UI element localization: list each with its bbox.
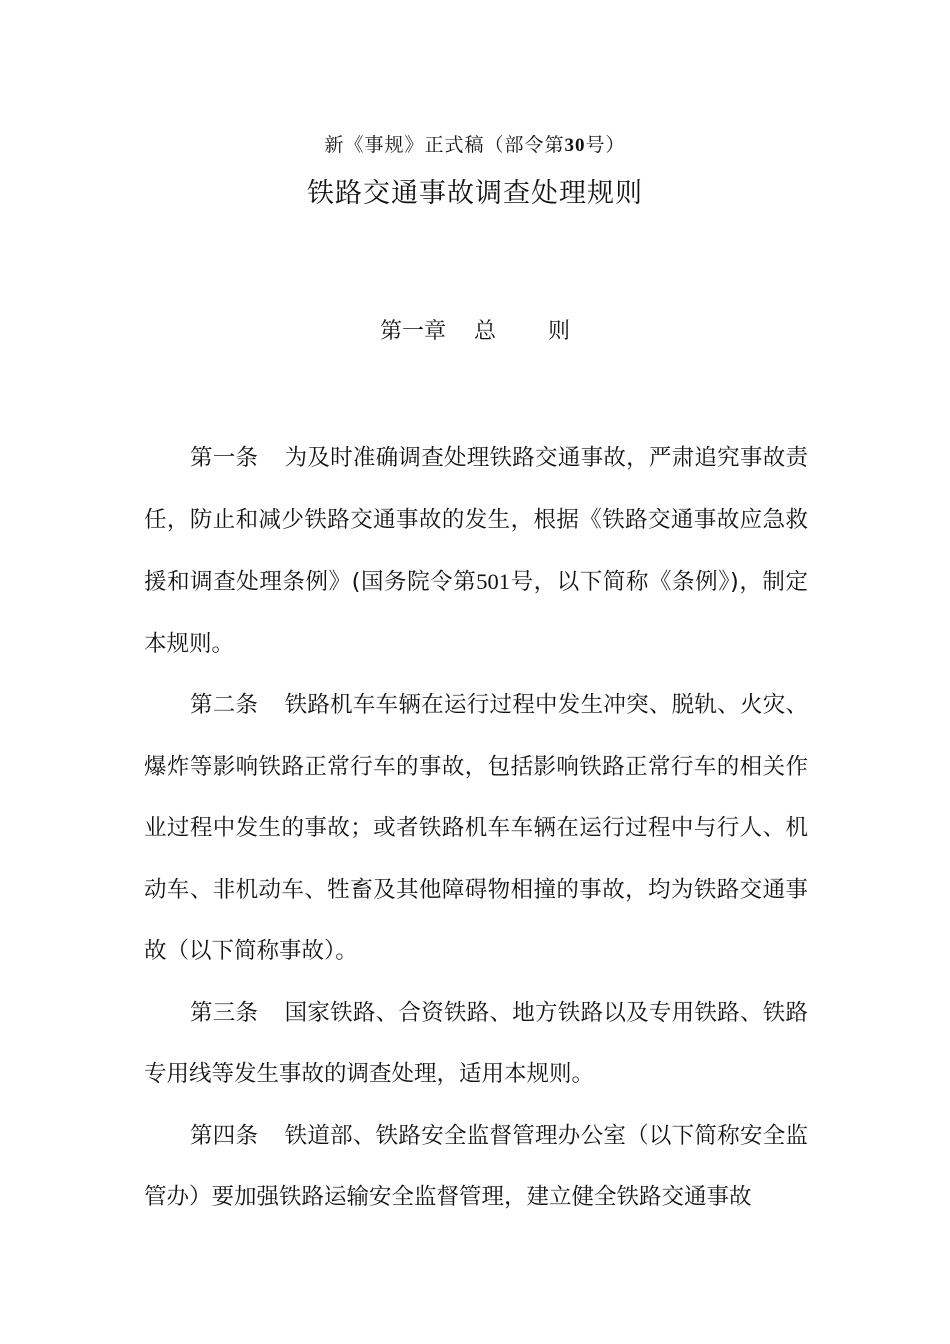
decree-number: 501 <box>476 569 511 594</box>
articles-body <box>144 428 808 1229</box>
article-text: 号，以下简称《条例》)，制定本规则。 <box>144 569 808 657</box>
chapter-heading <box>0 314 950 345</box>
subtitle-order-number: 30 <box>564 135 586 156</box>
article-text: 铁路机车车辆在运行过程中发生冲突、脱轨、火灾、爆炸等影响铁路正常行车的事故，包括影响铁路正常行车的相关作业过程中发生的事故；或者铁路机车车辆在运行过程中与行人、机动车、非机动车、牲畜及其他障碍物相撞的事故，均为铁路交通事故（以下简称事故）。 <box>144 692 808 964</box>
document-title: 铁路交通事故调查处理规则 <box>307 178 643 209</box>
chapter-name-part2: 则 <box>548 319 571 344</box>
subtitle-text-prefix: 新《事规》正式稿（部令第 <box>324 134 565 156</box>
article-paragraph <box>144 675 808 983</box>
article-label: 第四条 <box>190 1122 259 1149</box>
article-label: 第三条 <box>190 999 259 1026</box>
article-label: 第一条 <box>190 445 259 471</box>
article-paragraph <box>144 983 808 1106</box>
article-text: 国家铁路、合资铁路、地方铁路以及专用铁路、铁路专用线等发生事故的调查处理，适用本规则。 <box>144 999 808 1087</box>
article-paragraph <box>144 428 808 675</box>
article-paragraph <box>144 1106 808 1229</box>
article-label: 第二条 <box>190 692 259 718</box>
article-text: 为及时准确调查处理铁路交通事故，严肃追究事故责任，防止和减少铁路交通事故的发生，根据《铁路交通事故应急救援和调查处理条例》(国务院令第 <box>144 445 808 595</box>
chapter-number: 第一章 <box>379 319 446 344</box>
document-subtitle <box>0 130 950 157</box>
chapter-name-part1: 总 <box>473 319 496 344</box>
article-text: 铁道部、铁路安全监督管理办公室（以下简称安全监管办）要加强铁路运输安全监督管理，建立健全铁路交通事故 <box>144 1122 808 1210</box>
subtitle-text-suffix: 号） <box>585 134 626 156</box>
